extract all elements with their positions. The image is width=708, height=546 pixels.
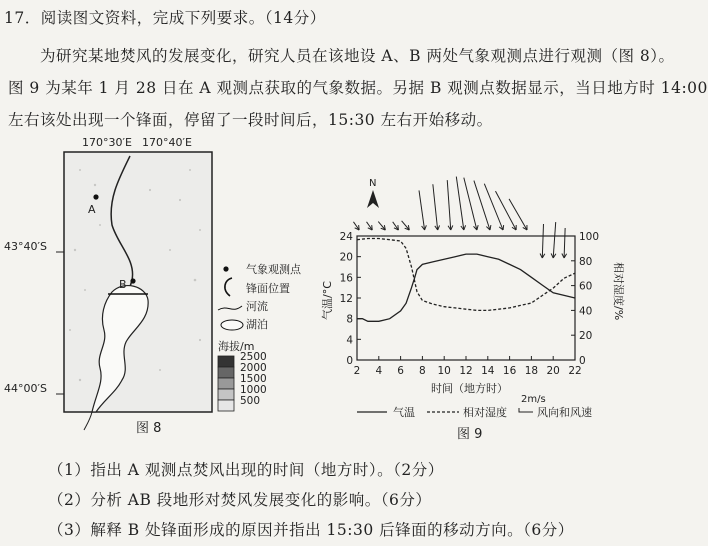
wind-arrow xyxy=(393,222,399,230)
question-para-1: 为研究某地焚风的发展变化，研究人员在该地设 A、B 两处气象观测点进行观测（图 8）。 xyxy=(40,47,675,65)
legend-front: 锋面位置 xyxy=(246,282,290,295)
y-right-tick-label: 60 xyxy=(579,280,593,293)
elev-value-5: 500 xyxy=(240,395,261,407)
legend-station-icon xyxy=(223,266,228,271)
wind-scale: 2m/s xyxy=(521,394,546,405)
x-tick-label: 14 xyxy=(481,365,495,377)
wind-arrow xyxy=(367,222,373,230)
y-left-tick-label: 20 xyxy=(339,251,353,264)
elev-swatch-1 xyxy=(218,356,234,367)
y-right-tick-label: 40 xyxy=(579,305,593,318)
question-para-3: 左右该处出现一个锋面，停留了一段时间后，15:30 左右开始移动。 xyxy=(8,111,493,129)
elev-value-1: 2500 xyxy=(240,351,267,363)
y-left-tick-label: 0 xyxy=(346,355,353,367)
map-frame xyxy=(64,152,212,412)
wind-arrow xyxy=(474,181,491,230)
wind-arrow xyxy=(551,222,556,258)
x-tick-label: 18 xyxy=(524,365,539,377)
question-heading: 17．阅读图文资料，完成下列要求。（14分） xyxy=(4,9,326,27)
figure-9-chart xyxy=(321,130,655,442)
wind-arrow xyxy=(562,228,567,258)
sub-question-3: （3）解释 B 处锋面形成的原因并指出 15:30 后锋面的移动方向。（6分） xyxy=(48,521,574,539)
legend-river: 河流 xyxy=(246,300,268,313)
wind-scale-arrow-icon xyxy=(519,408,533,412)
elev-value-4: 1000 xyxy=(240,384,267,396)
north-arrow-icon xyxy=(367,178,379,208)
elev-swatch-3 xyxy=(218,378,234,389)
question-para-2: 图 9 为某年 1 月 28 日在 A 观测点获取的气象数据。另据 B 观测点数据显示，当日地方时 14:00 xyxy=(8,79,708,97)
y-left-tick-label: 16 xyxy=(339,272,353,285)
lat-label-1: 43°40′S xyxy=(4,240,47,253)
y-left-tick-label: 4 xyxy=(346,334,353,347)
series-temperature-line xyxy=(357,254,575,321)
y-left-tick-label: 24 xyxy=(339,231,353,243)
wind-arrow xyxy=(540,224,545,258)
wind-arrows xyxy=(353,177,566,258)
river-line xyxy=(84,412,92,430)
y-right-tick-label: 100 xyxy=(579,231,600,243)
legend-temp: 气温 xyxy=(393,406,415,419)
legend-lake-icon xyxy=(221,320,243,330)
x-tick-label: 10 xyxy=(437,365,451,377)
station-a-dot xyxy=(93,194,98,199)
y-label-right: 相对湿度/% xyxy=(612,262,625,321)
figure-8-map xyxy=(0,130,330,440)
x-tick-label: 16 xyxy=(502,365,517,377)
elev-swatch-4 xyxy=(218,389,234,400)
x-tick-label: 12 xyxy=(459,365,473,377)
y-left-tick-label: 8 xyxy=(346,313,353,326)
legend-wind: 风向和风速 xyxy=(537,406,592,419)
y-right-tick-label: 20 xyxy=(579,330,593,343)
x-tick-label: 6 xyxy=(397,365,404,377)
wind-arrow xyxy=(353,222,359,230)
wind-arrow xyxy=(433,184,440,230)
y-left-tick-label: 12 xyxy=(339,293,353,305)
lat-label-2: 44°00′S xyxy=(4,382,47,395)
elev-value-3: 1500 xyxy=(240,373,267,385)
svg-text:N: N xyxy=(369,178,377,189)
legend-lake: 湖泊 xyxy=(246,318,268,331)
station-b-label: B xyxy=(119,278,127,291)
station-a-label: A xyxy=(88,203,96,216)
wind-arrow xyxy=(447,180,453,230)
x-axis-label: 时间（地方时） xyxy=(431,382,508,395)
x-tick-label: 22 xyxy=(568,365,582,377)
y-right-tick-label: 0 xyxy=(579,355,586,367)
wind-arrow xyxy=(378,222,385,230)
legend-river-icon xyxy=(218,306,242,310)
lon-label-2: 170°40′E xyxy=(142,136,192,149)
sub-question-1: （1）指出 A 观测点焚风出现的时间（地方时）。（2分） xyxy=(48,461,444,479)
lon-label-1: 170°30′E xyxy=(82,136,132,149)
elev-swatch-5 xyxy=(218,400,234,411)
x-tick-label: 8 xyxy=(419,365,426,377)
elev-value-2: 2000 xyxy=(240,362,267,374)
sub-question-2: （2）分析 AB 段地形对焚风发展变化的影响。（6分） xyxy=(48,491,432,509)
legend-hum: 相对湿度 xyxy=(463,406,507,419)
elevation-scale xyxy=(218,351,267,411)
legend-front-icon xyxy=(225,278,232,296)
x-tick-label: 20 xyxy=(546,365,560,377)
wind-arrow xyxy=(509,199,527,230)
elev-swatch-2 xyxy=(218,367,234,378)
wind-arrow xyxy=(495,191,516,230)
station-b-dot xyxy=(130,278,135,283)
legend-station: 气象观测点 xyxy=(246,263,301,276)
elevation-title: 海拔/m xyxy=(218,340,255,353)
wind-arrow xyxy=(419,190,426,230)
y-right-tick-label: 80 xyxy=(579,255,593,268)
x-tick-label: 4 xyxy=(375,365,383,377)
x-tick-label: 2 xyxy=(353,365,361,377)
y-label-left: 气温/°C xyxy=(321,281,334,320)
figure-8-caption: 图 8 xyxy=(136,421,162,436)
wind-arrow xyxy=(456,177,465,230)
wind-arrow xyxy=(402,221,410,230)
figure-9-caption: 图 9 xyxy=(457,427,483,442)
